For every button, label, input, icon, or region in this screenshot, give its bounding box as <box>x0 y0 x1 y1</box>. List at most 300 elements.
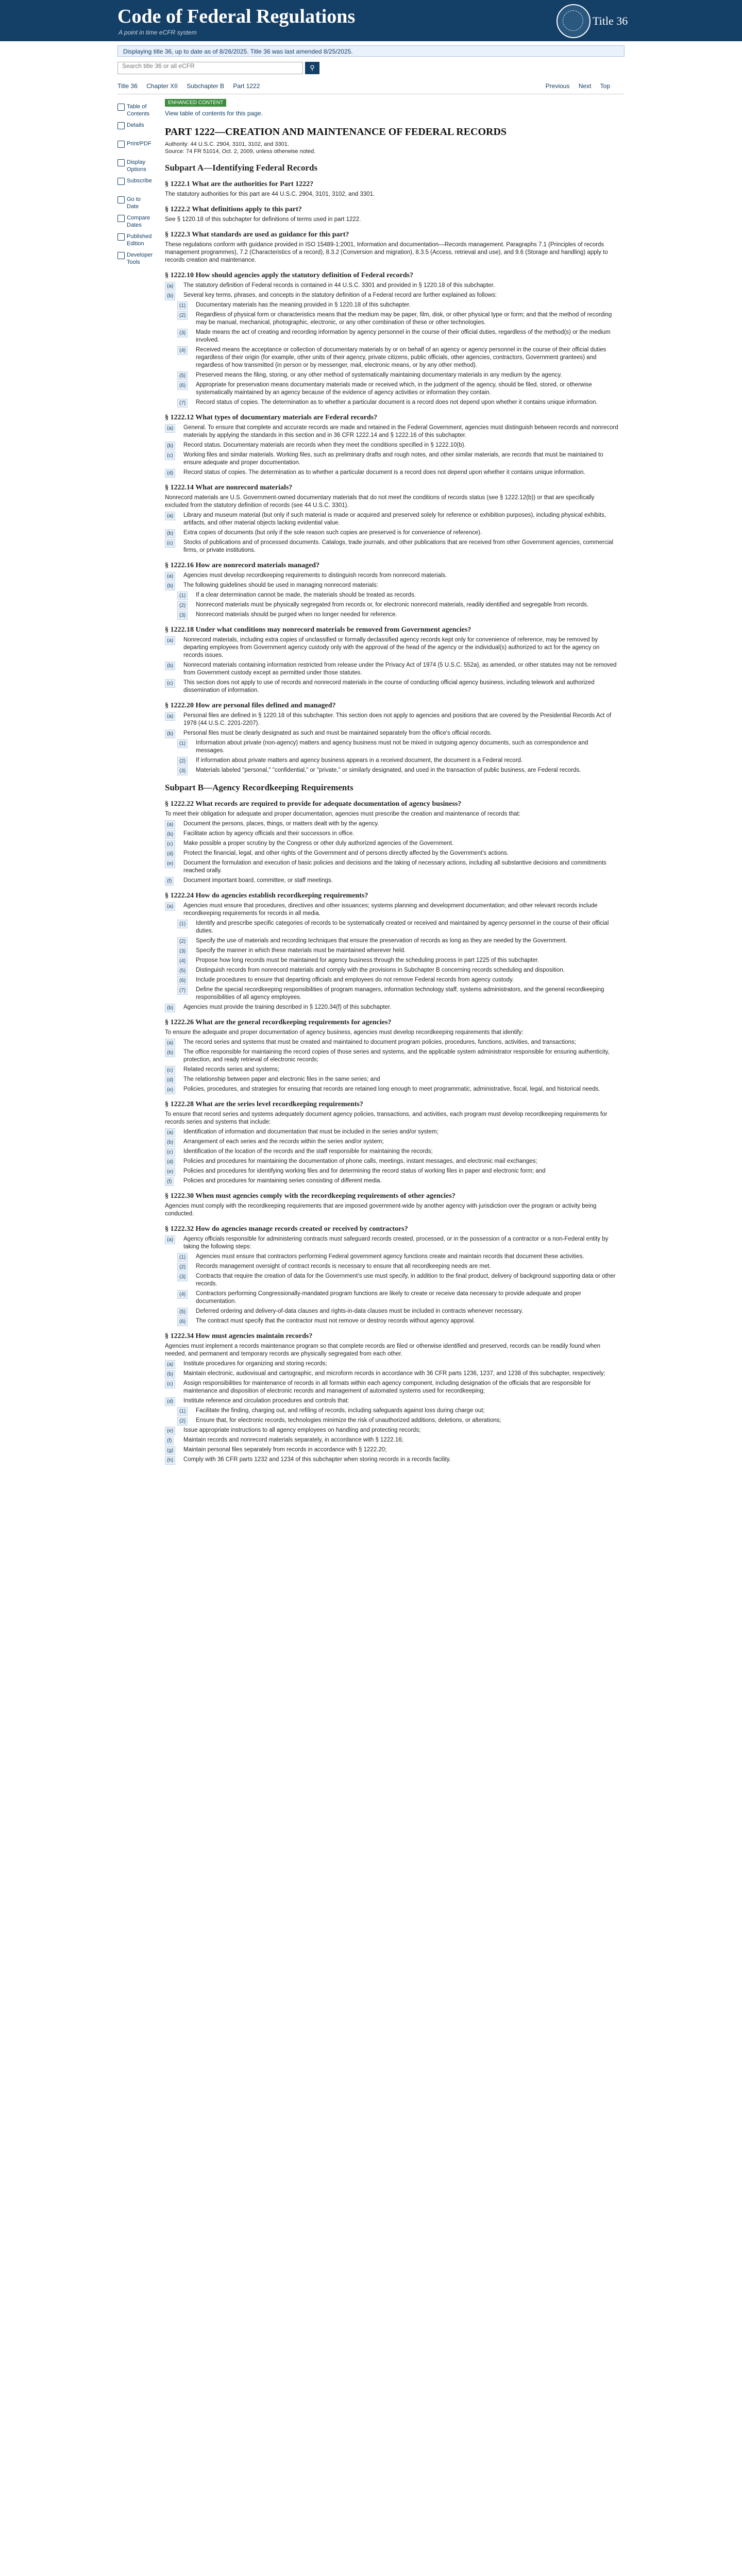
paragraph-designator[interactable]: (a) <box>165 1039 175 1047</box>
paragraph <box>165 1004 618 1011</box>
sidebar-item-label: Developer Tools <box>127 252 153 265</box>
paragraph-text: Received means the acceptance or collection of documentary materials by or on behalf of an agency or agency personnel in the course of their official duties regardless of their origin (for example, other units of their agency, private citizens, public officials, other agencies, contractors, Government grantees) and regardless of how transmitted (in person or by messenger, mail, electronic means, or by any other method). <box>196 347 606 368</box>
paragraph-text: Arrangement of each series and the records within the series and/or system; <box>183 1139 384 1145</box>
paragraph-text: § 1222.16 How are nonrecord materials managed? <box>165 562 320 569</box>
paragraph-text: Agencies must implement a records maintenance program so that complete records are filed or otherwise identified and preserved, records can be readily found when needed, and permanent and temporary records are physically segregated from each other. <box>165 1343 601 1357</box>
paragraph-text: Document the persons, places, things, or matters dealt with by the agency. <box>183 821 379 827</box>
paragraph-text: Working files and similar materials. Working files, such as preliminary drafts and rough notes, and other similar materials, are records that must be maintained to ensure adequate and proper documentation. <box>183 452 603 466</box>
paragraph-text: § 1222.12 What types of documentary materials are Federal records? <box>165 414 378 421</box>
paragraph-designator[interactable]: (4) <box>177 1290 188 1299</box>
paragraph-designator[interactable]: (2) <box>177 1263 188 1272</box>
paragraph-text: Specify the manner in which these materials must be maintained wherever held. <box>196 947 406 954</box>
paragraph-text: Agency officials responsible for administering contracts must safeguard records created, processed, or in the possession of a contractor or a non-Federal entity by taking the following steps: <box>183 1236 609 1250</box>
paragraph-text: Document important board, committee, or staff meetings. <box>183 877 333 884</box>
paragraph <box>165 1360 618 1368</box>
paragraph-designator[interactable]: (c) <box>165 451 175 460</box>
paragraph-text: General. To ensure that complete and accurate records are made and retained in the Federal Government, agencies must distinguish between records and nonrecord materials by applying the standards in this section and in 36 CFR 1222.14 and § 1222.16 of this subchapter. <box>183 425 618 438</box>
paragraph-designator[interactable]: (5) <box>177 967 188 975</box>
paragraph-text: Record status of copies. The determination as to whether a particular document is a record does not depend upon whether it contains unique information. <box>196 399 598 405</box>
paragraph-text: Ensure that, for electronic records, technologies minimize the risk of unauthorized additions, deletions, or alterations; <box>196 1417 501 1423</box>
paragraph-designator[interactable]: (a) <box>165 902 175 911</box>
paragraph-designator[interactable]: (a) <box>165 572 175 581</box>
section-heading <box>165 1225 618 1233</box>
paragraph-designator[interactable]: (d) <box>165 850 175 858</box>
paragraph <box>165 712 618 727</box>
paragraph <box>165 902 618 918</box>
sidebar-item-developer-tools[interactable] <box>117 251 154 267</box>
paragraph-designator[interactable]: (b) <box>165 730 175 738</box>
paragraph-text: Specify the use of materials and recording techniques that ensure the preservation of records as long as they are needed by the Government. <box>196 938 567 944</box>
paragraph-designator[interactable]: (g) <box>165 1446 175 1455</box>
sidebar-item-icon <box>117 215 125 222</box>
paragraph-text: § 1222.28 What are the series level recordkeeping requirements? <box>165 1100 363 1108</box>
paragraph-text: Comply with 36 CFR parts 1232 and 1234 of this subchapter when storing records in a records facility. <box>183 1456 451 1463</box>
paragraph <box>165 859 618 875</box>
paragraph <box>165 840 618 848</box>
paragraph-text: § 1222.2 What definitions apply to this part? <box>165 206 302 213</box>
paragraph-designator[interactable]: (b) <box>165 529 175 538</box>
paragraph-designator[interactable]: (2) <box>177 601 188 610</box>
paragraph-text: The record series and systems that must be created and maintained to document program policies, procedures, functions, activities, and transactions; <box>183 1039 576 1045</box>
sidebar-item-icon <box>117 178 125 185</box>
paragraph-text: Agencies must ensure that contractors performing Federal government agency functions create and maintain records that document these activities. <box>196 1253 584 1260</box>
paragraph-designator[interactable]: (7) <box>177 399 188 408</box>
paragraph <box>165 1436 618 1444</box>
paragraph-designator[interactable]: (1) <box>177 591 188 600</box>
section-heading <box>165 1019 618 1027</box>
paragraph <box>165 679 618 694</box>
site-header <box>0 0 742 41</box>
paragraph <box>165 1407 618 1415</box>
paragraph <box>165 1417 618 1425</box>
paragraph <box>165 1290 618 1306</box>
paragraph-text: Record status. Documentary materials are records when they meet the conditions specified in § 1222.10(b). <box>183 442 466 448</box>
paragraph <box>165 739 618 755</box>
paragraph-designator[interactable]: (1) <box>177 1407 188 1416</box>
federal-seal-icon <box>556 4 591 38</box>
paragraph-text: Policies, procedures, and strategies for ensuring that records are retained long enough to meet programmatic, administrative, fiscal, legal, and historical needs. <box>183 1086 600 1092</box>
paragraph-text: To meet their obligation for adequate and proper documentation, agencies must prescribe the creation and maintenance of records that: <box>165 811 520 817</box>
sidebar-item-icon <box>117 104 125 111</box>
sidebar-item-label: Display Options <box>127 159 146 173</box>
paragraph-designator[interactable]: (2) <box>177 311 188 320</box>
paragraph-text: Policies and procedures for maintaining the documentation of phone calls, meetings, instant messages, and electronic mail exchanges; <box>183 1158 537 1164</box>
paragraph-designator[interactable]: (e) <box>165 1167 175 1176</box>
breadcrumb-chapter[interactable]: Chapter XII <box>146 82 178 90</box>
paragraph-text: To ensure the adequate and proper documentation of agency business, agencies must develop recordkeeping requirements that identify: <box>165 1029 524 1036</box>
paragraph-designator[interactable]: (a) <box>165 1128 175 1137</box>
section-heading <box>165 800 618 808</box>
paragraph <box>165 1446 618 1454</box>
paragraph-text: The relationship between paper and electronic files in the same series; and <box>183 1076 380 1082</box>
sidebar-item-icon <box>117 141 125 148</box>
paragraph <box>165 757 618 765</box>
paragraph <box>165 1128 618 1136</box>
paragraph-designator[interactable]: (c) <box>165 840 175 849</box>
paragraph-text: Nonrecord materials, including extra copies of unclassified or formally declassified agency records kept only for convenience of reference, may be removed by departing employees from Government agency custody only with the approval of the head of the agency or the individual(s) authorized to act for the agency on records issues. <box>183 637 600 658</box>
paragraph <box>165 191 618 198</box>
sidebar-item-go-to-date[interactable] <box>117 196 154 211</box>
paragraph <box>165 529 618 537</box>
paragraph-designator[interactable]: (b) <box>165 1004 175 1012</box>
paragraph-designator[interactable]: (c) <box>165 1148 175 1157</box>
paragraph-text: Contractors performing Congressionally-mandated program functions are likely to create or receive data necessary to provide adequate and proper documentation. <box>196 1291 581 1304</box>
previous-link[interactable]: Previous <box>545 82 570 90</box>
paragraph-text: Agencies must comply with the recordkeeping requirements that are imposed government-wide by another agency with jurisdiction over the program or activity being conducted. <box>165 1203 597 1217</box>
paragraph-designator[interactable]: (3) <box>177 767 188 775</box>
paragraph <box>165 1343 618 1358</box>
paragraph-text: See § 1220.18 of this subchapter for definitions of terms used in part 1222. <box>165 216 361 223</box>
paragraph <box>165 1273 618 1288</box>
paragraph-text: Identify and prescribe specific categories of records to be systematically created or received and maintained by agency personnel in the course of their official duties. <box>196 920 609 934</box>
paragraph-text: Nonrecord materials should be purged when no longer needed for reference. <box>196 612 397 618</box>
section-heading <box>165 272 618 280</box>
paragraph-designator[interactable]: (a) <box>165 424 175 433</box>
paragraph-designator[interactable]: (b) <box>165 1370 175 1379</box>
paragraph <box>165 662 618 677</box>
paragraph <box>165 976 618 984</box>
paragraph-text: Maintain electronic, audiovisual and cartographic, and microform records in accordance with 36 CFR parts 1236, 1237, and 1238 of this subchapter, respectively; <box>183 1370 605 1377</box>
search-row <box>117 61 625 76</box>
paragraph <box>165 1076 618 1083</box>
breadcrumb-subchapter[interactable]: Subchapter B <box>187 82 225 90</box>
section-heading <box>165 702 618 710</box>
paragraph <box>165 820 618 828</box>
paragraph-text: The statutory authorities for this part are 44 U.S.C. 2904, 3101, 3102, and 3301. <box>165 191 375 197</box>
paragraph-designator[interactable]: (b) <box>165 292 175 300</box>
sidebar-item-label: Table of Contents <box>127 104 150 117</box>
paragraph-text: Subpart B—Agency Recordkeeping Requirements <box>165 783 353 792</box>
paragraph-text: Deferred ordering and delivery-of-data clauses and rights-in-data clauses must be included in contracts whenever necessary. <box>196 1308 524 1314</box>
paragraph-designator[interactable]: (f) <box>165 1177 174 1186</box>
enhanced-content-badge: ENHANCED CONTENT <box>165 99 226 107</box>
paragraph-designator[interactable]: (c) <box>165 1380 175 1388</box>
paragraph <box>165 877 618 885</box>
paragraph-designator[interactable]: (d) <box>165 1158 175 1166</box>
paragraph <box>165 1086 618 1093</box>
paragraph-text: Personal files are defined in § 1220.18 of this subchapter. This section does not apply to agencies and positions that are covered by the Presidential Records Act of 1978 (44 U.S.C. 2201-2207). <box>183 713 612 726</box>
paragraph-text: Agencies must develop recordkeeping requirements to distinguish records from nonrecord materials. <box>183 572 447 579</box>
paragraph-designator[interactable]: (a) <box>165 636 175 645</box>
paragraph-text: Nonrecord materials are U.S. Government-owned documentary materials that do not meet the conditions of records status (see § 1222.12(b)) or that are specifically excluded from the statutory definition of records (see 44 U.S.C. 3301). <box>165 495 595 509</box>
paragraph <box>165 1158 618 1165</box>
paragraph-designator[interactable]: (3) <box>177 611 188 620</box>
paragraph-designator[interactable]: (5) <box>177 1308 188 1316</box>
paragraph-designator[interactable]: (1) <box>177 739 188 748</box>
paragraph-text: The contract must specify that the contractor must not remove or destroy records without agency approval. <box>196 1318 476 1324</box>
paragraph-text: Assign responsibilities for maintenance of records in all formats within each agency component, including designation of the officials that are responsible for maintenance and disposition of electronic records and management of automated systems used for recordkeeping; <box>183 1380 591 1394</box>
paragraph-text: Maintain personal files separately from records in accordance with § 1222.20; <box>183 1447 387 1453</box>
paragraph <box>165 424 618 439</box>
pager <box>546 82 617 90</box>
section-heading <box>165 1332 618 1341</box>
paragraph-designator[interactable]: (3) <box>177 1273 188 1281</box>
section-heading <box>165 892 618 900</box>
paragraph-text: Institute procedures for organizing and storing records; <box>183 1361 327 1367</box>
paragraph-designator[interactable]: (a) <box>165 1360 175 1369</box>
paragraph-designator[interactable]: (c) <box>165 539 175 548</box>
paragraph <box>165 1177 618 1185</box>
paragraph-text: Identification of information and documentation that must be included in the series and/or system; <box>183 1129 439 1135</box>
paragraph <box>165 1066 618 1074</box>
paragraph-text: Subpart A—Identifying Federal Records <box>165 163 318 173</box>
paragraph-designator[interactable]: (e) <box>165 1427 175 1435</box>
paragraph-designator[interactable]: (a) <box>165 282 175 291</box>
paragraph-text: Related records series and systems; <box>183 1066 279 1073</box>
paragraph-designator[interactable]: (2) <box>177 757 188 766</box>
paragraph <box>165 292 618 299</box>
paragraph-designator[interactable]: (a) <box>165 712 175 721</box>
paragraph-text: § 1222.18 Under what conditions may nonrecord materials be removed from Government agencies? <box>165 626 471 634</box>
paragraph-designator[interactable]: (7) <box>177 986 188 995</box>
sidebar-item-published-edition[interactable] <box>117 233 154 248</box>
paragraph <box>165 947 618 955</box>
paragraph-text: Nonrecord materials containing information restricted from release under the Privacy Act of 1974 (5 U.S.C. 552a), as amended, or other statutes may not be removed from Government custody except as permitted under those statutes. <box>183 662 617 676</box>
paragraph-text: Maintain records and nonrecord materials separately, in accordance with § 1222.16; <box>183 1437 403 1443</box>
sidebar-item-subscribe[interactable] <box>117 177 154 193</box>
regulation-text <box>165 163 618 1464</box>
sidebar-item-display-options[interactable] <box>117 159 154 174</box>
paragraph-text: § 1222.30 When must agencies comply with the recordkeeping requirements of other agencies? <box>165 1192 456 1200</box>
site-title[interactable]: Code of Federal Regulations <box>117 6 356 27</box>
paragraph-designator[interactable]: (4) <box>177 346 188 355</box>
paragraph-designator[interactable]: (c) <box>165 679 175 688</box>
paragraph-designator[interactable]: (5) <box>177 371 188 380</box>
sidebar-item-icon <box>117 122 125 129</box>
paragraph-designator[interactable]: (6) <box>177 976 188 985</box>
paragraph-text: Materials labeled "personal," "confidential," or "private," or similarly designated, and used in the transaction of public business, are Federal records. <box>196 767 581 773</box>
subpart-heading <box>165 783 618 793</box>
authority-line: Authority: 44 U.S.C. 2904, 3101, 3102, and 3301. <box>165 141 289 147</box>
title-reference: Title 36 <box>593 14 628 27</box>
top-link[interactable]: Top <box>600 82 610 90</box>
paragraph <box>165 1263 618 1270</box>
paragraph-text: The following guidelines should be used in managing nonrecord materials: <box>183 582 378 588</box>
paragraph-text: § 1222.22 What records are required to provide for adequate documentation of agency business? <box>165 800 462 808</box>
paragraph-designator[interactable]: (a) <box>165 820 175 829</box>
sidebar-item-icon <box>117 159 125 166</box>
paragraph <box>165 1308 618 1315</box>
paragraph <box>165 451 618 467</box>
paragraph-designator[interactable]: (4) <box>177 957 188 965</box>
paragraph-designator[interactable]: (1) <box>177 920 188 928</box>
paragraph-designator[interactable]: (f) <box>165 877 174 886</box>
paragraph <box>165 1148 618 1156</box>
paragraph <box>165 216 618 224</box>
paragraph-text: These regulations conform with guidance provided in ISO 15489-1:2001, Information and documentation—Records management. Paragraphs 7.1 (Principles of records management programmes), 7.2 (Characteristics of a record), 8.3.2 (Conversion and migration), 8.3.5 (Access, retrieval and use), and 9.6 (Storage and handling) apply to records creation and maintenance. <box>165 242 608 263</box>
paragraph-designator[interactable]: (b) <box>165 1138 175 1147</box>
breadcrumb-title[interactable]: Title 36 <box>117 82 138 90</box>
paragraph-designator[interactable]: (6) <box>177 1317 188 1326</box>
paragraph-text: Make possible a proper scrutiny by the Congress or other duly authorized agencies of the Government. <box>183 840 454 846</box>
paragraph-text: This section does not apply to use of records and nonrecord materials in the course of conducting official agency business, including telework and authorized dissemination of information. <box>183 680 595 693</box>
part-title: PART 1222—CREATION AND MAINTENANCE OF FEDERAL RECORDS <box>165 126 507 138</box>
sidebar-item-label: Subscribe <box>127 178 152 184</box>
sidebar-item-label: Published Edition <box>127 233 152 247</box>
sidebar <box>117 103 154 270</box>
paragraph <box>165 850 618 857</box>
paragraph-designator[interactable]: (e) <box>165 1086 175 1094</box>
paragraph <box>165 1138 618 1146</box>
paragraph <box>165 399 618 406</box>
paragraph-text: § 1222.3 What standards are used as guidance for this part? <box>165 231 349 239</box>
sidebar-item-icon <box>117 233 125 241</box>
section-heading <box>165 206 618 214</box>
paragraph-text: Policies and procedures for identifying working files and for determining the record status of working files in paper and electronic form; and <box>183 1168 546 1174</box>
paragraph <box>165 601 618 609</box>
paragraph-designator[interactable]: (b) <box>165 830 175 839</box>
paragraph-designator[interactable]: (a) <box>165 512 175 520</box>
paragraph <box>165 1039 618 1046</box>
paragraph-designator[interactable]: (2) <box>177 1417 188 1426</box>
sidebar-item-table-of-contents[interactable] <box>117 103 154 118</box>
paragraph-designator[interactable]: (c) <box>165 1066 175 1075</box>
paragraph-text: Made means the act of creating and recording information by agency personnel in the course of their official duties, regardless of the method(s) or the medium involved. <box>196 329 611 343</box>
paragraph-text: Protect the financial, legal, and other rights of the Government and of persons directly affected by the Government's actions. <box>183 850 509 856</box>
paragraph <box>165 371 618 379</box>
subpart-heading <box>165 163 618 173</box>
sidebar-item-icon <box>117 252 125 259</box>
sidebar-item-label: Details <box>127 122 144 128</box>
paragraph-text: Propose how long records must be maintained for agency business through the scheduling process in part 1225 of this subchapter. <box>196 957 539 963</box>
paragraph-designator[interactable]: (d) <box>165 1076 175 1084</box>
paragraph-designator[interactable]: (2) <box>177 937 188 946</box>
paragraph-text: The statutory definition of Federal records is contained in 44 U.S.C. 3301 and provided in § 1220.18 of this subchapter. <box>183 282 495 289</box>
paragraph-text: Extra copies of documents (but only if the sole reason such copies are preserved is for convenience of reference). <box>183 530 482 536</box>
sidebar-item-print-pdf[interactable] <box>117 140 154 156</box>
paragraph <box>165 920 618 935</box>
paragraph <box>165 810 618 818</box>
paragraph <box>165 494 618 510</box>
paragraph-text: Policies and procedures for maintaining series consisting of different media. <box>183 1178 382 1184</box>
paragraph <box>165 1380 618 1395</box>
next-link[interactable]: Next <box>578 82 592 90</box>
paragraph <box>165 1029 618 1037</box>
section-heading <box>165 562 618 570</box>
paragraph-text: Define the special recordkeeping responsibilities of program managers, information technology staff, systems administrators, and the general recordkeeping responsibilities of all agency employees. <box>196 987 604 1001</box>
paragraph-designator[interactable]: (f) <box>165 1436 174 1445</box>
paragraph-text: Records management oversight of contract records is necessary to ensure that all recordkeeping needs are met. <box>196 1263 491 1269</box>
breadcrumb-part[interactable]: Part 1222 <box>233 82 260 90</box>
paragraph-text: Include procedures to ensure that departing officials and employees do not remove Federal records from agency custody. <box>196 977 514 983</box>
paragraph <box>165 1397 618 1405</box>
paragraph <box>165 282 618 290</box>
paragraph <box>165 636 618 659</box>
paragraph-designator[interactable]: (b) <box>165 582 175 590</box>
paragraph <box>165 572 618 580</box>
paragraph-text: To ensure that record series and systems adequately document agency policies, transactions, and activities, each program must develop recordkeeping requirements for records series and systems that include: <box>165 1111 608 1125</box>
paragraph <box>165 582 618 589</box>
paragraph-text: Distinguish records from nonrecord materials and comply with the provisions in Subchapter B concerning records scheduling and disposition. <box>196 967 565 973</box>
main-content <box>165 98 618 1466</box>
sidebar-item-label: Compare Dates <box>127 215 150 228</box>
section-heading <box>165 484 618 492</box>
sidebar-item-label: Print/PDF <box>127 141 151 147</box>
paragraph-text: Contracts that require the creation of data for the Government's use must specify, in addition to the final product, delivery of background supporting data or other records. <box>196 1273 616 1287</box>
paragraph <box>165 1202 618 1218</box>
paragraph-text: Appropriate for preservation means documentary materials made or received which, in the judgment of the agency, should be filed, stored, or otherwise systematically maintained by an agency because of the evidence of agency activities or information they contain. <box>196 382 592 396</box>
toc-link[interactable]: View table of contents for this page. <box>165 110 263 117</box>
paragraph-text: § 1222.24 How do agencies establish recordkeeping requirements? <box>165 892 368 900</box>
paragraph <box>165 1427 618 1434</box>
paragraph-text: § 1222.20 How are personal files defined and managed? <box>165 702 336 709</box>
paragraph-text: Library and museum material (but only if such material is made or acquired and preserved solely for reference or exhibition purposes), including physical exhibits, artifacts, and other material objects lacking evidential value. <box>183 512 606 526</box>
paragraph-designator[interactable]: (b) <box>165 1048 175 1057</box>
paragraph <box>165 1317 618 1325</box>
paragraph <box>165 937 618 945</box>
paragraph-designator[interactable]: (1) <box>177 301 188 310</box>
paragraph-text: Stocks of publications and of processed documents. Catalogs, trade journals, and other publications that are received from other Government agencies, commercial firms, or private institutions. <box>183 539 614 553</box>
date-notice: Displaying title 36, up to date as of 8/26/2025. Title 36 was last amended 8/25/2025. <box>117 45 625 57</box>
paragraph-text: Facilitate the finding, charging out, and refiling of records, including safeguards against loss during charge out; <box>196 1408 485 1414</box>
paragraph-text: Record status of copies. The determination as to whether a particular document is a record does not depend upon whether it contains unique information. <box>183 469 585 476</box>
paragraph <box>165 1253 618 1261</box>
section-heading <box>165 626 618 634</box>
paragraph-designator[interactable]: (1) <box>177 1253 188 1262</box>
paragraph-text: § 1222.10 How should agencies apply the statutory definition of Federal records? <box>165 272 413 279</box>
paragraph-designator[interactable]: (a) <box>165 1235 175 1244</box>
paragraph-designator[interactable]: (b) <box>165 442 175 450</box>
sidebar-item-compare-dates[interactable] <box>117 214 154 230</box>
source-line: Source: 74 FR 51014, Oct. 2, 2009, unless otherwise noted. <box>165 148 316 155</box>
paragraph <box>165 1235 618 1251</box>
paragraph-designator[interactable]: (3) <box>177 329 188 337</box>
paragraph <box>165 329 618 344</box>
section-heading <box>165 180 618 189</box>
paragraph <box>165 611 618 619</box>
paragraph <box>165 730 618 737</box>
paragraph-designator[interactable]: (3) <box>177 947 188 956</box>
paragraph-text: Issue appropriate instructions to all agency employees on handling and protecting records; <box>183 1427 421 1433</box>
paragraph-designator[interactable]: (d) <box>165 1397 175 1406</box>
paragraph-text: Agencies must ensure that procedures, directives and other issuances; systems planning and development documentation; and other relevant records include recordkeeping requirements for records in all media. <box>183 903 598 917</box>
paragraph-text: § 1222.14 What are nonrecord materials? <box>165 484 293 492</box>
paragraph-text: Regardless of physical form or characteristics means that the medium may be paper, film, disk, or other physical type or form; and that the method of recording may be manual, mechanical, photographic, electronic, or any other combination of these or other technologies. <box>196 312 612 326</box>
paragraph-text: Facilitate action by agency officials and their successors in office. <box>183 831 355 837</box>
paragraph-text: § 1222.26 What are the general recordkeeping requirements for agencies? <box>165 1019 392 1026</box>
paragraph-text: § 1222.1 What are the authorities for Part 1222? <box>165 180 314 188</box>
paragraph-designator[interactable]: (e) <box>165 859 175 868</box>
paragraph-text: Document the formulation and execution of basic policies and decisions and the taking of necessary actions, including all substantive decisions and commitments reached orally. <box>183 860 606 874</box>
paragraph-designator[interactable]: (h) <box>165 1456 175 1465</box>
paragraph-text: The office responsible for maintaining the record copies of those series and systems, and the applicable system administrator responsible for ensuring authenticity, protection, and ready retrieval of electronic records; <box>183 1049 610 1063</box>
paragraph <box>165 539 618 554</box>
paragraph-designator[interactable]: (d) <box>165 469 175 478</box>
paragraph-designator[interactable]: (b) <box>165 662 175 670</box>
paragraph-text: Personal files must be clearly designated as such and must be maintained separately from the office's official records. <box>183 730 492 736</box>
sidebar-item-icon <box>117 196 125 204</box>
paragraph <box>165 311 618 327</box>
paragraph-designator[interactable]: (6) <box>177 381 188 390</box>
paragraph <box>165 957 618 964</box>
paragraph-text: If a clear determination cannot be made, the materials should be treated as records. <box>196 592 416 598</box>
search-icon[interactable]: ⚲ <box>305 62 319 74</box>
paragraph <box>165 442 618 449</box>
paragraph <box>165 346 618 369</box>
paragraph-text: Information about private (non-agency) matters and agency business must not be mixed in outgoing agency documents, such as correspondence and messages. <box>196 740 588 754</box>
paragraph-text: Preserved means the filing, storing, or any other method of systematically maintaining documentary materials in any medium by the agency. <box>196 372 562 378</box>
search-input[interactable]: Search title 36 or all eCFR <box>117 62 303 74</box>
paragraph <box>165 1167 618 1175</box>
paragraph <box>165 381 618 397</box>
sidebar-item-details[interactable] <box>117 122 154 137</box>
paragraph <box>165 1048 618 1064</box>
paragraph <box>165 469 618 477</box>
paragraph-text: Documentary materials has the meaning provided in § 1220.18 of this subchapter. <box>196 302 411 308</box>
section-heading <box>165 1192 618 1200</box>
paragraph <box>165 241 618 264</box>
paragraph <box>165 1111 618 1126</box>
